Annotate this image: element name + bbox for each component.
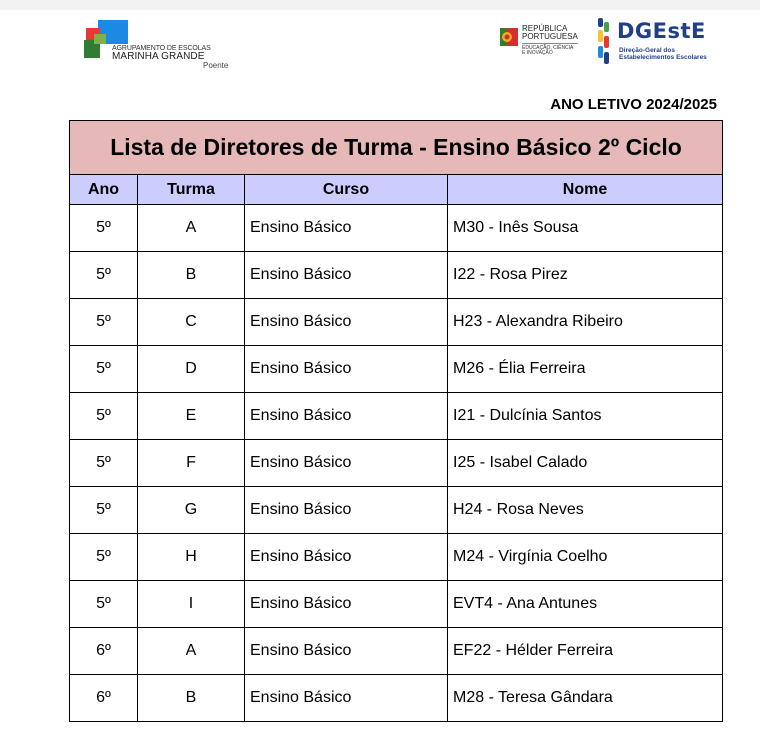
cell-curso: Ensino Básico <box>245 299 448 346</box>
cell-curso: Ensino Básico <box>245 346 448 393</box>
cell-ano: 6º <box>70 675 138 722</box>
cell-nome: H24 - Rosa Neves <box>448 487 723 534</box>
cell-turma: A <box>138 628 245 675</box>
cell-curso: Ensino Básico <box>245 205 448 252</box>
school-logo-line3: Poente <box>203 61 229 70</box>
rp-logo-line4: E INOVAÇÃO <box>522 50 553 56</box>
cell-curso: Ensino Básico <box>245 628 448 675</box>
cell-curso: Ensino Básico <box>245 440 448 487</box>
cell-turma: F <box>138 440 245 487</box>
cell-ano: 5º <box>70 205 138 252</box>
table-row <box>70 252 723 299</box>
school-logo <box>84 18 229 70</box>
cell-ano: 5º <box>70 487 138 534</box>
cell-nome: I22 - Rosa Pirez <box>448 252 723 299</box>
table-header-row <box>70 175 723 205</box>
column-header-turma: Turma <box>138 175 245 205</box>
cell-nome: I21 - Dulcínia Santos <box>448 393 723 440</box>
cell-turma: B <box>138 675 245 722</box>
cell-turma: E <box>138 393 245 440</box>
school-logo-line2: MARINHA GRANDE <box>112 51 205 62</box>
table-title-row <box>70 121 723 175</box>
cell-curso: Ensino Básico <box>245 534 448 581</box>
cell-turma: H <box>138 534 245 581</box>
cell-curso: Ensino Básico <box>245 393 448 440</box>
cell-ano: 5º <box>70 346 138 393</box>
cell-nome: EVT4 - Ana Antunes <box>448 581 723 628</box>
table-row <box>70 440 723 487</box>
dgeste-title: DGEstE <box>617 19 706 43</box>
republica-portuguesa-logo <box>500 24 584 64</box>
cell-nome: M26 - Élia Ferreira <box>448 346 723 393</box>
dgeste-logo <box>596 16 720 68</box>
column-header-ano: Ano <box>70 175 138 205</box>
table-row <box>70 299 723 346</box>
school-logo-text <box>112 45 232 70</box>
cell-ano: 5º <box>70 534 138 581</box>
cell-ano: 6º <box>70 628 138 675</box>
table-row <box>70 393 723 440</box>
cell-turma: A <box>138 205 245 252</box>
table-row <box>70 487 723 534</box>
dgeste-subtitle-line2: Estabelecimentos Escolares <box>619 54 707 62</box>
cell-nome: EF22 - Hélder Ferreira <box>448 628 723 675</box>
cell-nome: M30 - Inês Sousa <box>448 205 723 252</box>
directors-table <box>69 120 723 722</box>
cell-turma: G <box>138 487 245 534</box>
table-row <box>70 628 723 675</box>
table-row <box>70 205 723 252</box>
cell-turma: D <box>138 346 245 393</box>
cell-curso: Ensino Básico <box>245 487 448 534</box>
cell-curso: Ensino Básico <box>245 675 448 722</box>
cell-turma: B <box>138 252 245 299</box>
column-header-curso: Curso <box>245 175 448 205</box>
coat-of-arms-icon <box>500 26 518 48</box>
cell-ano: 5º <box>70 440 138 487</box>
cell-nome: M28 - Teresa Gândara <box>448 675 723 722</box>
rp-logo-line2: PORTUGUESA <box>522 32 578 41</box>
school-logo-line1: AGRUPAMENTO DE ESCOLAS <box>112 45 211 52</box>
cell-turma: C <box>138 299 245 346</box>
cell-ano: 5º <box>70 581 138 628</box>
column-header-nome: Nome <box>448 175 723 205</box>
dgeste-mark-icon <box>596 16 616 68</box>
cell-nome: I25 - Isabel Calado <box>448 440 723 487</box>
rp-logo-line3: EDUCAÇÃO, CIÊNCIA <box>522 45 574 51</box>
cell-nome: M24 - Virgínia Coelho <box>448 534 723 581</box>
table-row <box>70 346 723 393</box>
school-year-label: ANO LETIVO 2024/2025 <box>550 96 717 113</box>
dgeste-subtitle-line1: Direção-Geral dos <box>619 47 675 54</box>
dgeste-subtitle <box>619 47 707 62</box>
cell-curso: Ensino Básico <box>245 252 448 299</box>
cell-ano: 5º <box>70 252 138 299</box>
rp-logo-divider <box>522 43 578 44</box>
table-row <box>70 581 723 628</box>
table-title: Lista de Diretores de Turma - Ensino Básico 2º Ciclo <box>70 121 723 175</box>
cell-turma: I <box>138 581 245 628</box>
cell-ano: 5º <box>70 393 138 440</box>
rp-logo-line1: REPÚBLICA <box>522 24 568 33</box>
cell-curso: Ensino Básico <box>245 581 448 628</box>
cell-nome: H23 - Alexandra Ribeiro <box>448 299 723 346</box>
top-strip <box>0 0 760 10</box>
table-row <box>70 534 723 581</box>
table-row <box>70 675 723 722</box>
cell-ano: 5º <box>70 299 138 346</box>
